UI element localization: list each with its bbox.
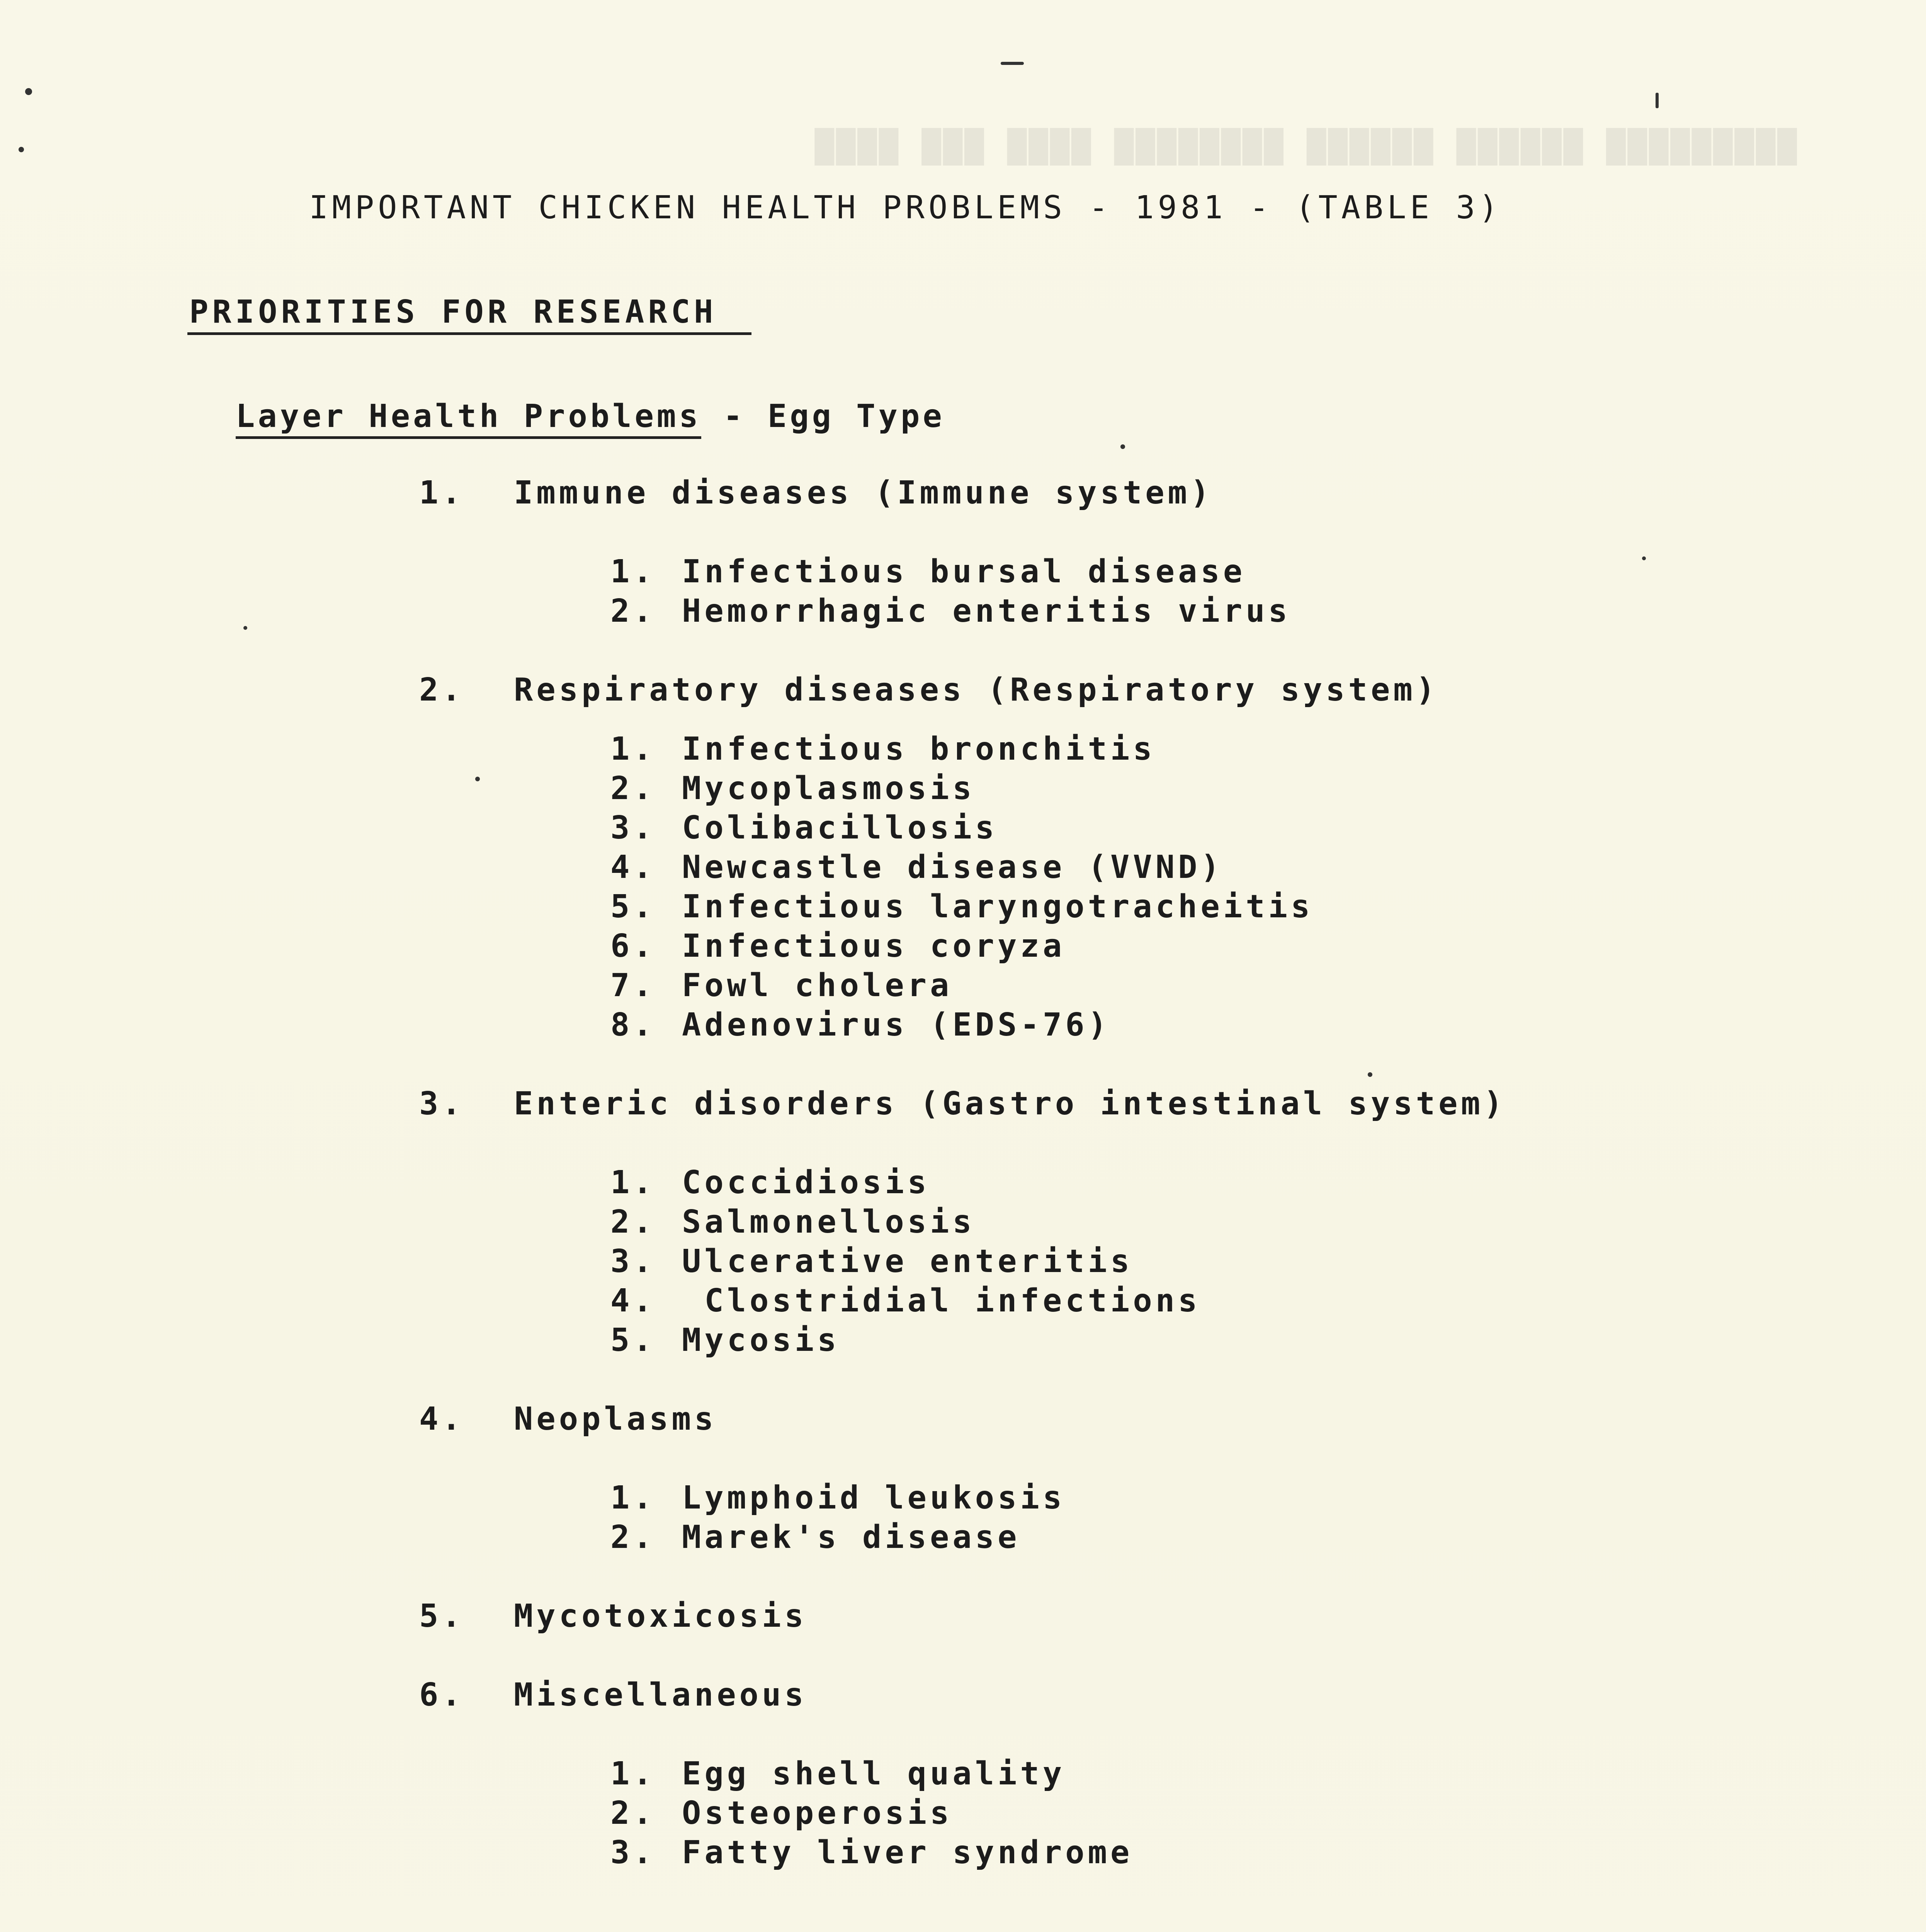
item-label: Marek's disease bbox=[682, 1519, 1020, 1556]
section-heading: PRIORITIES FOR RESEARCH bbox=[189, 294, 717, 330]
item-label: Fowl cholera bbox=[682, 967, 953, 1004]
category-label: Miscellaneous bbox=[514, 1677, 807, 1713]
list-item bbox=[610, 808, 1506, 848]
item-label: Salmonellosis bbox=[682, 1204, 975, 1240]
item-number: 2. bbox=[610, 593, 656, 629]
scan-speck bbox=[25, 88, 32, 95]
problem-list bbox=[419, 473, 1506, 1912]
list-item bbox=[610, 1281, 1506, 1321]
category-label: Neoplasms bbox=[514, 1401, 717, 1437]
category-number: 5. bbox=[419, 1598, 464, 1634]
category-number: 3. bbox=[419, 1085, 464, 1122]
item-label: Fatty liver syndrome bbox=[682, 1834, 1133, 1871]
item-number: 4. bbox=[610, 849, 656, 886]
subitem-list bbox=[610, 1163, 1506, 1360]
item-number: 3. bbox=[610, 810, 656, 846]
category-number: 6. bbox=[419, 1677, 464, 1713]
bleed-through-shadow: █████████ ██████ ██████ ████████ ████ ███ ████ bbox=[813, 129, 1797, 165]
scan-speck bbox=[475, 777, 480, 781]
item-number: 6. bbox=[610, 928, 656, 964]
category-row bbox=[419, 1675, 1506, 1715]
scan-speck bbox=[1120, 444, 1125, 449]
category-row bbox=[419, 473, 1506, 513]
item-number: 1. bbox=[610, 1164, 656, 1201]
category-number: 1. bbox=[419, 474, 464, 511]
item-label: Infectious laryngotracheitis bbox=[682, 888, 1314, 925]
scan-speck bbox=[1001, 62, 1024, 65]
scan-speck bbox=[1656, 93, 1659, 108]
subheading-underlined-text: Layer Health Problems bbox=[236, 398, 701, 439]
list-item bbox=[610, 1478, 1506, 1518]
item-number: 5. bbox=[610, 888, 656, 925]
category-row bbox=[419, 670, 1506, 710]
item-label: Lymphoid leukosis bbox=[682, 1480, 1066, 1516]
item-label: Colibacillosis bbox=[682, 810, 998, 846]
list-item bbox=[610, 966, 1506, 1005]
item-label: Infectious bronchitis bbox=[682, 731, 1156, 767]
list-item bbox=[610, 592, 1506, 631]
category-label: Enteric disorders (Gastro intestinal system) bbox=[514, 1085, 1506, 1122]
subitem-list bbox=[610, 1754, 1506, 1872]
item-number: 3. bbox=[610, 1834, 656, 1871]
document-title: IMPORTANT CHICKEN HEALTH PROBLEMS - 1981 - (TABLE 3) bbox=[309, 189, 1502, 226]
scan-speck bbox=[19, 147, 24, 152]
item-number: 1. bbox=[610, 553, 656, 590]
category-label: Immune diseases (Immune system) bbox=[514, 474, 1213, 511]
item-label: Ulcerative enteritis bbox=[682, 1243, 1133, 1280]
category-label: Mycotoxicosis bbox=[514, 1598, 807, 1634]
list-item bbox=[610, 1202, 1506, 1242]
item-label: Adenovirus (EDS-76) bbox=[682, 1007, 1110, 1043]
item-label: Infectious coryza bbox=[682, 928, 1066, 964]
item-number: 1. bbox=[610, 731, 656, 767]
item-number: 2. bbox=[610, 1204, 656, 1240]
subheading-suffix: - Egg Type bbox=[701, 398, 945, 435]
subitem-list bbox=[610, 1478, 1506, 1557]
category-row bbox=[419, 1597, 1506, 1636]
list-item bbox=[610, 1833, 1506, 1872]
list-item bbox=[610, 552, 1506, 592]
scan-speck bbox=[243, 626, 247, 630]
list-item bbox=[610, 1754, 1506, 1794]
list-spacer bbox=[419, 1636, 1506, 1675]
item-label: Egg shell quality bbox=[682, 1755, 1066, 1792]
subitem-list bbox=[610, 730, 1506, 1045]
item-number: 3. bbox=[610, 1243, 656, 1280]
category-row bbox=[419, 1084, 1506, 1124]
item-label: Osteoperosis bbox=[682, 1795, 953, 1832]
category-row bbox=[419, 1400, 1506, 1439]
item-number: 2. bbox=[610, 1795, 656, 1832]
subitem-list bbox=[610, 552, 1506, 631]
item-label: Coccidiosis bbox=[682, 1164, 930, 1201]
item-number: 2. bbox=[610, 1519, 656, 1556]
scan-speck bbox=[1368, 1072, 1372, 1077]
list-item bbox=[610, 848, 1506, 887]
category-number: 2. bbox=[419, 672, 464, 708]
list-item bbox=[610, 1321, 1506, 1360]
subsection-heading bbox=[236, 398, 945, 435]
item-label: Mycoplasmosis bbox=[682, 770, 975, 807]
item-label: Mycosis bbox=[682, 1322, 840, 1359]
category-label: Respiratory diseases (Respiratory system) bbox=[514, 672, 1439, 708]
item-number: 8. bbox=[610, 1007, 656, 1043]
item-label: Newcastle disease (VVND) bbox=[682, 849, 1223, 886]
list-item bbox=[610, 1005, 1506, 1045]
item-number: 4. bbox=[610, 1282, 656, 1319]
list-item bbox=[610, 1794, 1506, 1833]
list-item bbox=[610, 887, 1506, 927]
heading-underline bbox=[187, 332, 751, 335]
item-label: Clostridial infections bbox=[682, 1282, 1201, 1319]
list-item bbox=[610, 1163, 1506, 1202]
scan-speck bbox=[1642, 556, 1646, 560]
list-item bbox=[610, 1242, 1506, 1281]
item-number: 5. bbox=[610, 1322, 656, 1359]
list-item bbox=[610, 769, 1506, 808]
list-item bbox=[610, 730, 1506, 769]
category-number: 4. bbox=[419, 1401, 464, 1437]
item-number: 1. bbox=[610, 1755, 656, 1792]
item-label: Hemorrhagic enteritis virus bbox=[682, 593, 1291, 629]
list-item bbox=[610, 1518, 1506, 1557]
item-number: 2. bbox=[610, 770, 656, 807]
item-number: 1. bbox=[610, 1480, 656, 1516]
item-number: 7. bbox=[610, 967, 656, 1004]
item-label: Infectious bursal disease bbox=[682, 553, 1246, 590]
list-item bbox=[610, 927, 1506, 966]
